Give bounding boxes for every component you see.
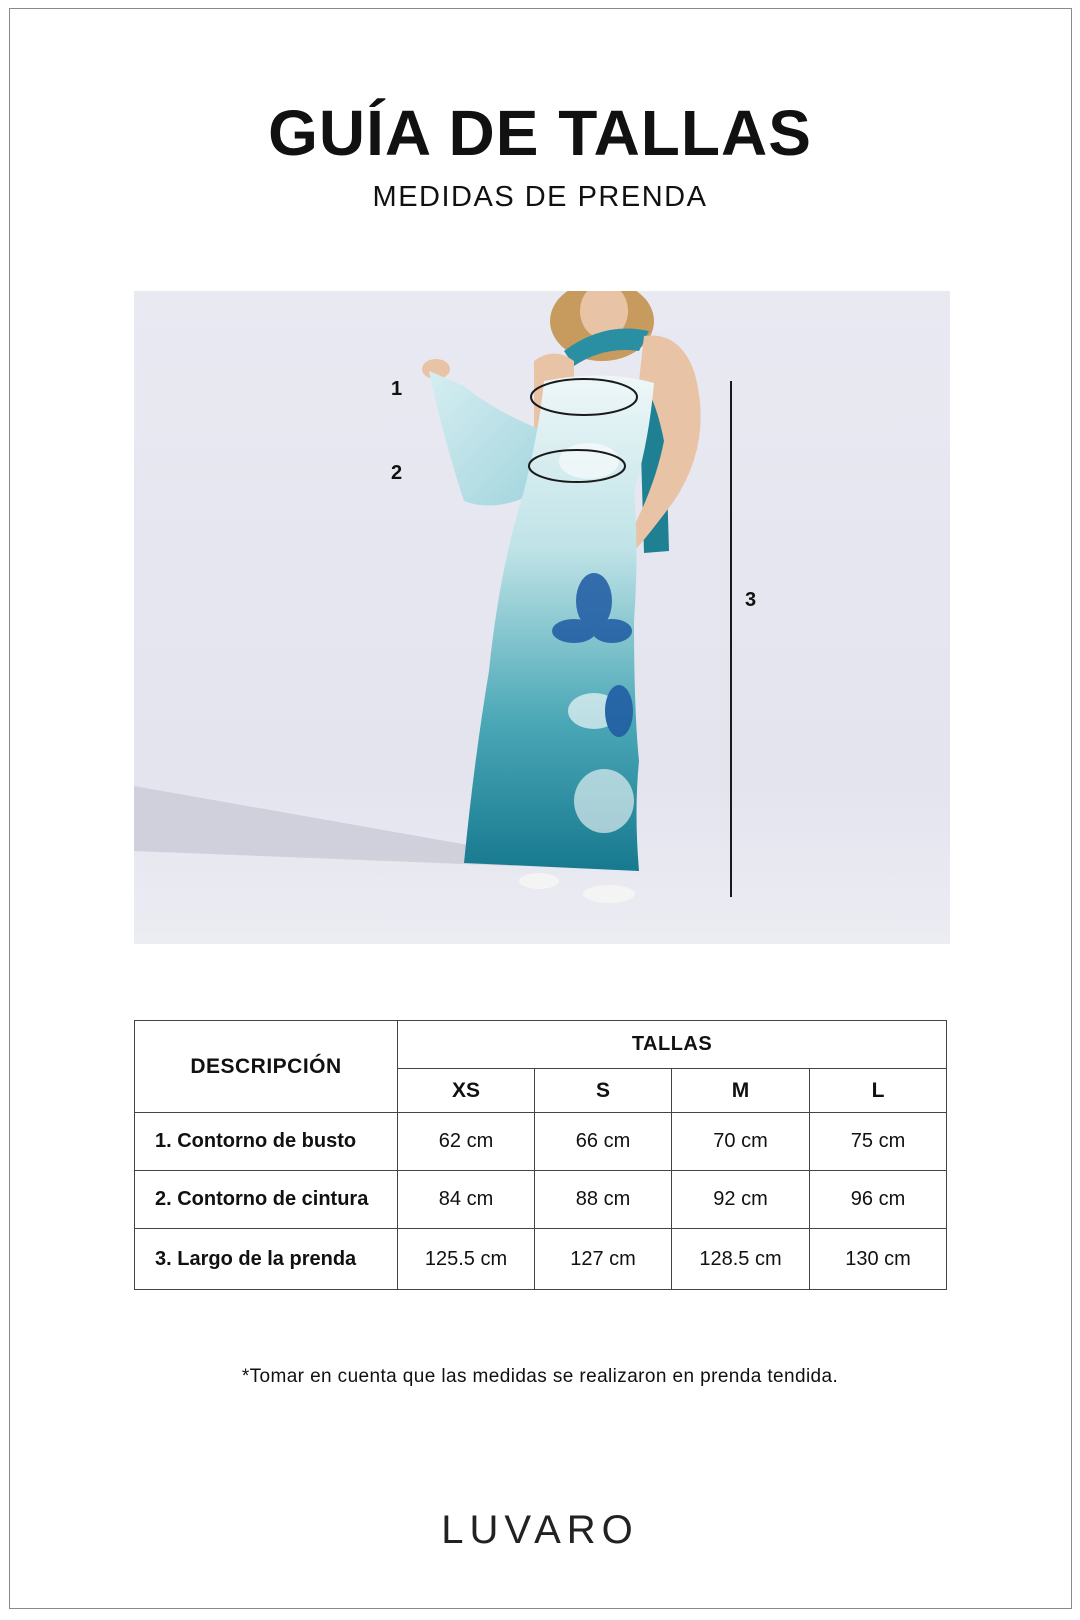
table-cell: 62 cm: [398, 1113, 535, 1171]
size-header-m: M: [672, 1069, 810, 1113]
table-cell: 70 cm: [672, 1113, 810, 1171]
row-label: 3. Largo de la prenda: [135, 1229, 398, 1290]
table-row: [135, 1229, 947, 1290]
description-header: DESCRIPCIÓN: [135, 1021, 398, 1113]
size-table: [134, 1020, 947, 1290]
sizes-header: TALLAS: [398, 1021, 947, 1069]
row-label: 1. Contorno de busto: [135, 1113, 398, 1171]
table-cell: 125.5 cm: [398, 1229, 535, 1290]
table-cell: 130 cm: [810, 1229, 947, 1290]
brand-logo: LUVARO: [441, 1508, 639, 1552]
table-cell: 128.5 cm: [672, 1229, 810, 1290]
table-cell: 96 cm: [810, 1171, 947, 1229]
product-photo: [134, 291, 950, 944]
marker-bust: 1: [391, 378, 403, 400]
size-header-xs: XS: [398, 1069, 535, 1113]
page-title: GUÍA DE TALLAS: [268, 97, 812, 169]
table-cell: 75 cm: [810, 1113, 947, 1171]
table-cell: 127 cm: [535, 1229, 672, 1290]
footnote: *Tomar en cuenta que las medidas se realizaron en prenda tendida.: [241, 1366, 839, 1387]
table-row: [135, 1113, 947, 1171]
marker-length: 3: [745, 589, 757, 611]
table-cell: 88 cm: [535, 1171, 672, 1229]
table-cell: 92 cm: [672, 1171, 810, 1229]
table-row: [135, 1171, 947, 1229]
size-header-l: L: [810, 1069, 947, 1113]
table-cell: 84 cm: [398, 1171, 535, 1229]
row-label: 2. Contorno de cintura: [135, 1171, 398, 1229]
page-subtitle: MEDIDAS DE PRENDA: [372, 181, 708, 213]
table-cell: 66 cm: [535, 1113, 672, 1171]
marker-waist: 2: [391, 462, 403, 484]
size-header-s: S: [535, 1069, 672, 1113]
dress-illustration: [134, 291, 950, 944]
